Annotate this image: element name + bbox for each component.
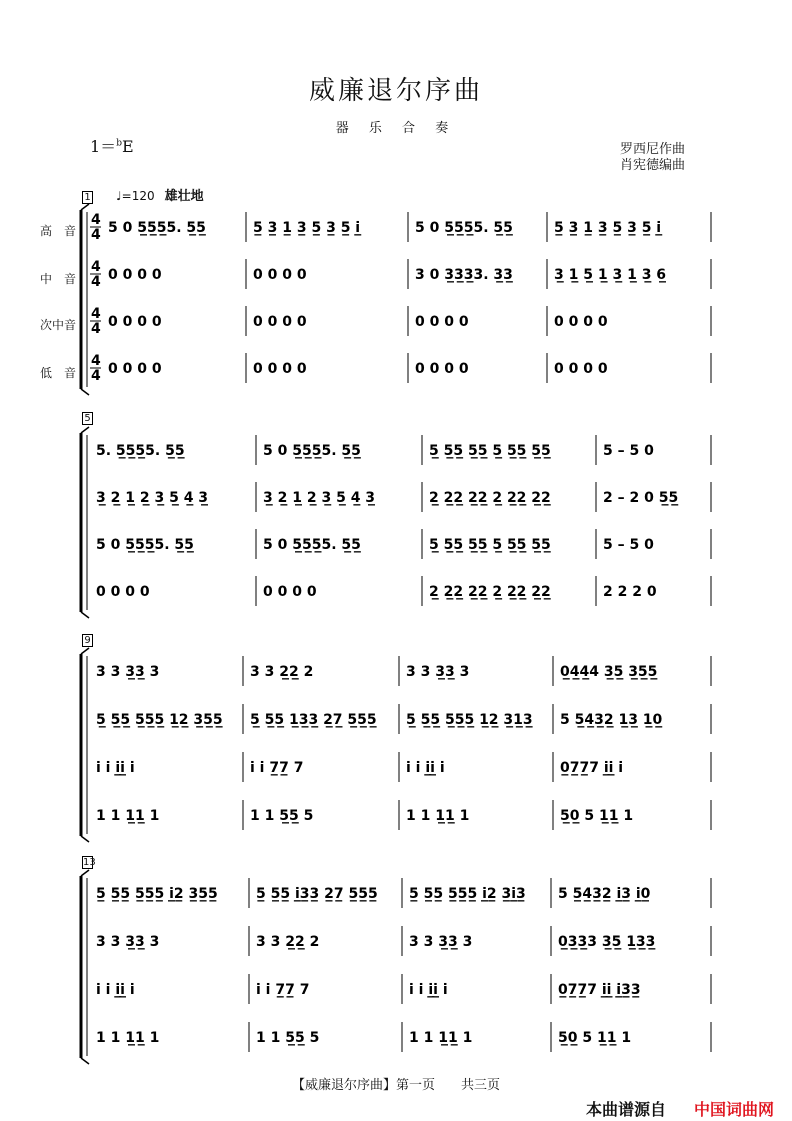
- expression-mark: 雄壮地: [164, 189, 204, 204]
- measure-notes: 5 5̲4̲3̲2̲ i̲̇3̲ i̲̇0̲: [558, 886, 651, 902]
- measure-notes: 5̲0̲ 5 1̲1̲ 1: [560, 808, 634, 824]
- measure-notes: 0̲7̲7̲7 i̲̇i̲̇ i̇: [560, 760, 624, 776]
- time-sig-top: 4: [91, 353, 101, 369]
- measure-notes: 3 3 2̲2̲ 2: [256, 934, 320, 950]
- key-flat: b: [116, 138, 122, 149]
- time-sig-top: 4: [91, 259, 101, 275]
- bracket-hook-bottom: [81, 836, 89, 842]
- measure-notes: 3 3 3̲3̲ 3: [96, 934, 160, 950]
- bracket-hook-top: [81, 648, 89, 654]
- score-subtitle: 器 乐 合 奏: [335, 121, 457, 136]
- bracket-hook-bottom: [81, 612, 89, 618]
- measure-notes: 3 3 3̲3̲ 3: [96, 664, 160, 680]
- measure-notes: i̇ i̇ i̲̇i̲̇ i̇: [406, 760, 445, 776]
- time-sig-top: 4: [91, 306, 101, 322]
- time-sig-top: 4: [91, 212, 101, 228]
- measure-notes: i̇ i̇ i̲̇i̲̇ i̇: [96, 760, 135, 776]
- measure-notes: 1 1 1̲1̲ 1: [96, 808, 160, 824]
- part-label-mid: 中 音: [40, 272, 77, 286]
- measure-notes: 0̲3̲3̲3 3̲5̲ 1̲3̲3̲: [558, 934, 656, 950]
- measure-notes: 5̲ 5̲5̲ 5̲5̲5̲ 1̲2̲ 3̲1̲3̲: [406, 712, 533, 728]
- bracket-hook-top: [81, 204, 89, 210]
- measure-notes: 5 0 5̲5̲5̲5. 5̲5̲: [263, 537, 361, 553]
- measure-notes: 5̲ 5̲5̲ 5̲5̲5̲ i̲̇2̲ 3̲5̲5̲: [96, 886, 218, 902]
- measure-notes: i̇ i̇ 7̲7̲ 7: [250, 760, 304, 776]
- measure-notes: 5 0 5̲5̲5̲5. 5̲5̲: [108, 220, 206, 236]
- measure-number-13: 13: [83, 857, 96, 868]
- measure-notes: 2 2 2 0: [603, 584, 657, 600]
- measure-notes: 2̲ 2̲2̲ 2̲2̲ 2̲ 2̲2̲ 2̲2̲: [429, 584, 551, 600]
- bracket-hook-top: [81, 427, 89, 433]
- arranger-credit: 肖宪德编曲: [620, 158, 686, 173]
- time-sig-bottom: 4: [91, 227, 101, 243]
- measure-notes: 0 0 0 0: [253, 361, 307, 377]
- measure-notes: i̇ i̇ i̲̇i̲̇ i̇: [96, 982, 135, 998]
- bracket-hook-bottom: [81, 389, 89, 395]
- score-title: 威廉退尔序曲: [308, 76, 483, 106]
- measure-notes: 1 1 5̲5̲ 5: [250, 808, 314, 824]
- measure-notes: 5 5̲4̲3̲2̲ 1̲3̲ 1̲0̲: [560, 712, 663, 728]
- time-sig-bottom: 4: [91, 368, 101, 384]
- measure-notes: 5̲ 5̲5̲ 5̲5̲5̲ 1̲2̲ 3̲5̲5̲: [96, 712, 223, 728]
- measure-notes: 3̲ 2̲ 1̲ 2̲ 3̲ 5̲ 4̲ 3̲: [96, 490, 209, 506]
- measure-notes: 5̲ 5̲5̲ 5̲5̲5̲ i̲̇2̲ 3̲i̲̇3̲: [409, 886, 526, 902]
- key-note: E: [121, 137, 134, 156]
- measure-number-1: 1: [82, 191, 93, 204]
- measure-notes: 0 0 0 0: [554, 314, 608, 330]
- measure-notes: i̇ i̇ 7̲7̲ 7: [256, 982, 310, 998]
- measure-notes: 3 3 2̲2̲ 2: [250, 664, 314, 680]
- measure-notes: 5̲ 3̲ 1̲ 3̲ 5̲ 3̲ 5̲ i̲̇: [253, 220, 361, 236]
- measure-notes: 5̲ 3̲ 1̲ 3̲ 5̲ 3̲ 5̲ i̲̇: [554, 220, 662, 236]
- measure-notes: 0 0 0 0: [108, 314, 162, 330]
- measure-number-5: 5: [82, 412, 93, 425]
- measure-notes: 5̲0̲ 5 1̲1̲ 1: [558, 1030, 632, 1046]
- part-label-tenor: 次中音: [40, 318, 77, 332]
- measure-notes: 3 0 3̲3̲3̲3. 3̲3̲: [415, 267, 513, 283]
- measure-notes: 0̲4̲4̲4 3̲5̲ 3̲5̲5̲: [560, 664, 658, 680]
- measure-number-9: 9: [82, 634, 93, 647]
- measure-notes: 3̲ 1̲ 5̲ 1̲ 3̲ 1̲ 3̲ 6̲: [554, 267, 667, 283]
- measure-notes: 5. 5̲5̲5̲5. 5̲5̲: [96, 443, 185, 459]
- measure-notes: i̇ i̇ i̲̇i̲̇ i̇: [409, 982, 448, 998]
- measure-notes: 0 0 0 0: [108, 361, 162, 377]
- measure-notes: 0̲7̲7̲7 i̲̇i̲̇ i̲̇3̲3̲: [558, 982, 641, 998]
- part-label-bass: 低 音: [40, 366, 77, 380]
- tempo-value: ♩=120: [116, 189, 155, 203]
- measure-notes: 0 0 0 0: [415, 314, 469, 330]
- measure-notes: 5 – 5 0: [603, 537, 654, 553]
- source-label: 本曲谱源自: [586, 1100, 667, 1119]
- page-footer: 【威廉退尔序曲】第一页 共三页: [291, 1078, 500, 1093]
- measure-notes: 1 1 5̲5̲ 5: [256, 1030, 320, 1046]
- measure-notes: 3̲ 2̲ 1̲ 2̲ 3̲ 5̲ 4̲ 3̲: [263, 490, 376, 506]
- bracket-hook-bottom: [81, 1058, 89, 1064]
- measure-notes: 3 3 3̲3̲ 3: [406, 664, 470, 680]
- measure-notes: 0 0 0 0: [415, 361, 469, 377]
- measure-notes: 5̲ 5̲5̲ 1̲3̲3̲ 2̲7̲ 5̲5̲5̲: [250, 712, 377, 728]
- measure-notes: 5̲ 5̲5̲ 5̲5̲ 5̲ 5̲5̲ 5̲5̲: [429, 537, 551, 553]
- measure-notes: 5 0 5̲5̲5̲5. 5̲5̲: [263, 443, 361, 459]
- measure-notes: 1 1 1̲1̲ 1: [96, 1030, 160, 1046]
- measure-notes: 5 0 5̲5̲5̲5. 5̲5̲: [415, 220, 513, 236]
- measure-notes: 0 0 0 0: [253, 267, 307, 283]
- measure-notes: 5̲ 5̲5̲ 5̲5̲ 5̲ 5̲5̲ 5̲5̲: [429, 443, 551, 459]
- source-site: 中国词曲网: [694, 1100, 775, 1119]
- measure-notes: 5 0 5̲5̲5̲5. 5̲5̲: [96, 537, 194, 553]
- measure-notes: 5 – 5 0: [603, 443, 654, 459]
- measure-notes: 3 3 3̲3̲ 3: [409, 934, 473, 950]
- key-prefix: 1＝: [90, 137, 117, 156]
- measure-notes: 2 – 2 0 5̲5̲: [603, 490, 679, 506]
- measure-notes: 0 0 0 0: [108, 267, 162, 283]
- measure-notes: 0 0 0 0: [96, 584, 150, 600]
- measure-notes: 5̲ 5̲5̲ i̲̇3̲3̲ 2̲7̲ 5̲5̲5̲: [256, 886, 378, 902]
- measure-notes: 1 1 1̲1̲ 1: [409, 1030, 473, 1046]
- measure-notes: 0 0 0 0: [253, 314, 307, 330]
- part-label-high: 高 音: [40, 224, 77, 238]
- time-sig-bottom: 4: [91, 274, 101, 290]
- bracket-hook-top: [81, 870, 89, 876]
- measure-notes: 0 0 0 0: [263, 584, 317, 600]
- composer-credit: 罗西尼作曲: [620, 142, 686, 157]
- measure-notes: 0 0 0 0: [554, 361, 608, 377]
- time-sig-bottom: 4: [91, 321, 101, 337]
- measure-notes: 1 1 1̲1̲ 1: [406, 808, 470, 824]
- measure-notes: 2̲ 2̲2̲ 2̲2̲ 2̲ 2̲2̲ 2̲2̲: [429, 490, 551, 506]
